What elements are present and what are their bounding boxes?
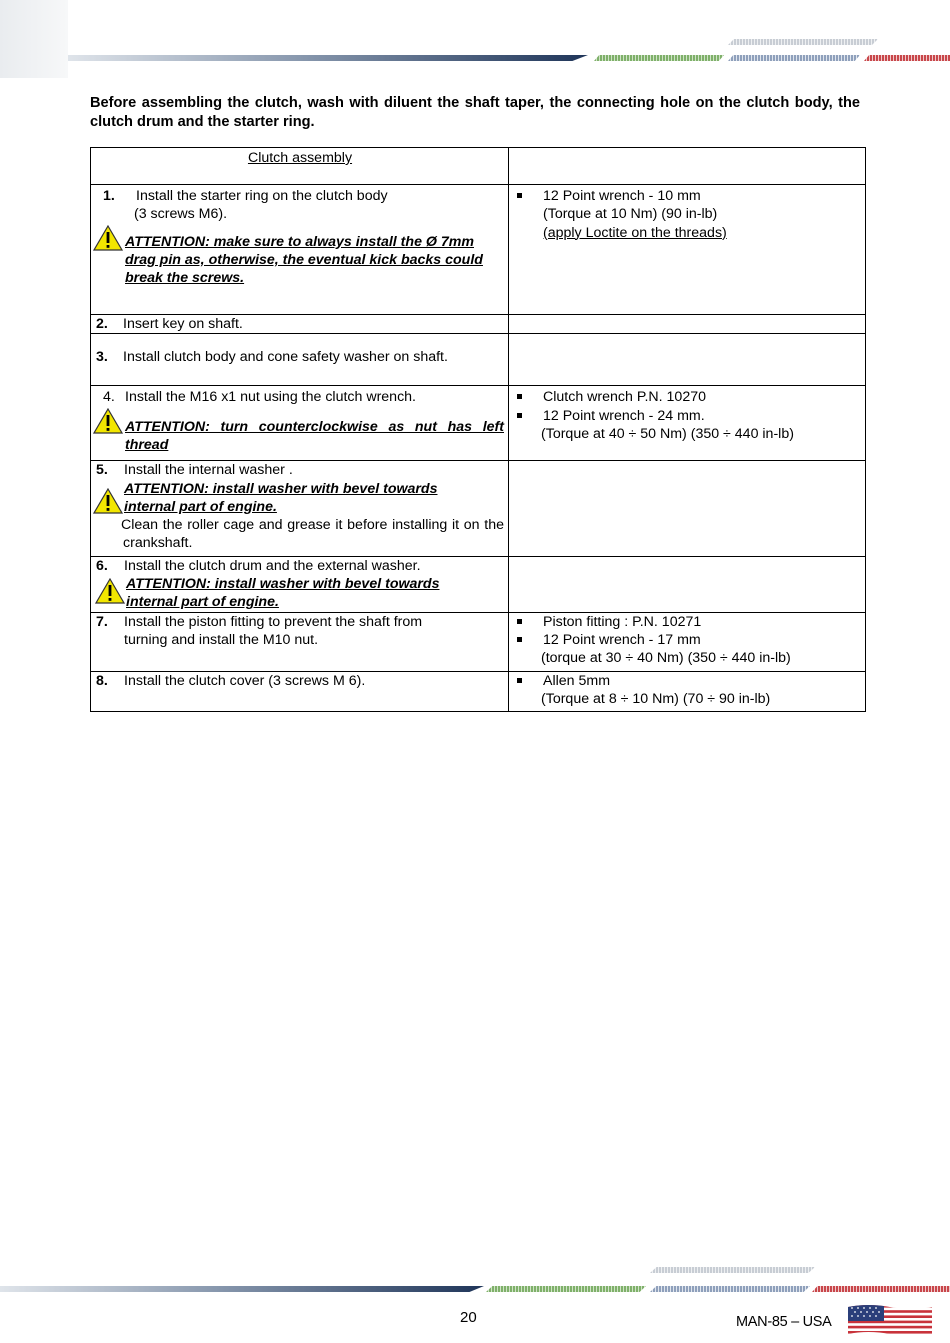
table-row xyxy=(91,612,866,671)
footer-band-red xyxy=(812,1286,950,1292)
bullet-icon xyxy=(517,193,522,198)
table-header-cell xyxy=(91,148,509,185)
tool-text: 12 Point wrench - 10 mm xyxy=(543,188,701,204)
bullet-icon xyxy=(517,619,522,624)
table-row xyxy=(91,671,866,712)
step-note: Clean the roller cage and grease it before installing it on the crankshaft. xyxy=(121,517,504,552)
table-row xyxy=(91,334,866,386)
loctite-note: (apply Loctite on the threads) xyxy=(543,224,727,241)
step-text: Install the M16 x1 nut using the clutch wrench. xyxy=(125,389,417,406)
footer-band-green xyxy=(486,1286,646,1292)
step-text: Install clutch body and cone safety washer on shaft. xyxy=(123,349,448,366)
tool-item xyxy=(509,388,861,406)
tool-item xyxy=(509,407,861,425)
torque-text: (Torque at 10 Nm) (90 in-lb) xyxy=(543,206,718,223)
tools-1-cell xyxy=(509,185,866,315)
bullet-icon xyxy=(517,637,522,642)
intro-paragraph: Before assembling the clutch, wash with diluent the shaft taper, the connecting hole on the clutch body, the clutch drum and the starter ring. xyxy=(90,95,860,130)
step-text: Install the clutch drum and the external washer. xyxy=(124,557,421,574)
attention-note xyxy=(96,480,504,517)
torque-text: (Torque at 40 ÷ 50 Nm) (350 ÷ 440 in-lb) xyxy=(541,425,794,442)
tool-text: Piston fitting : P.N. 10271 xyxy=(543,613,702,630)
header-band-green xyxy=(594,55,724,61)
tool-text: 12 Point wrench - 17 mm xyxy=(543,631,701,648)
tool-text: 12 Point wrench - 24 mm. xyxy=(543,407,705,424)
table-header-row xyxy=(91,148,866,185)
torque-text: (torque at 30 ÷ 40 Nm) (350 ÷ 440 in-lb) xyxy=(541,650,791,667)
tools-8-cell xyxy=(509,671,866,712)
step-number: 2. xyxy=(96,316,108,332)
step-1-cell xyxy=(91,185,509,315)
tools-3-cell xyxy=(509,334,866,386)
table-title: Clutch assembly xyxy=(247,150,353,166)
attention-text: ATTENTION: install washer with bevel towards internal part of engine. xyxy=(124,480,438,515)
step-5-cell xyxy=(91,461,509,556)
torque-text: (Torque at 8 ÷ 10 Nm) (70 ÷ 90 in-lb) xyxy=(541,690,771,707)
bullet-icon xyxy=(517,413,522,418)
header-tab-shadow xyxy=(0,0,68,78)
header-band-navy xyxy=(68,55,588,61)
step-3-cell xyxy=(91,334,509,386)
step-number: 6. xyxy=(96,557,108,574)
usa-flag-icon xyxy=(846,1303,934,1338)
step-text: Install the piston fitting to prevent the shaft from xyxy=(124,613,423,630)
attention-note xyxy=(96,575,504,612)
attention-text: ATTENTION: install washer with bevel towards internal part of engine. xyxy=(126,576,440,611)
attention-note xyxy=(103,233,504,288)
bullet-icon xyxy=(517,678,522,683)
step-number: 7. xyxy=(96,613,108,630)
tool-item xyxy=(509,187,861,205)
step-8-cell xyxy=(91,671,509,712)
tools-5-cell xyxy=(509,461,866,556)
footer-band-blue xyxy=(650,1286,810,1292)
table-row xyxy=(91,386,866,461)
step-text: Install the internal washer . xyxy=(124,462,293,479)
table-row xyxy=(91,556,866,612)
step-6-cell xyxy=(91,556,509,612)
step-2-cell xyxy=(91,315,509,334)
step-number: 5. xyxy=(96,462,108,479)
step-number: 1. xyxy=(103,188,115,204)
attention-text: ATTENTION: make sure to always install the Ø 7mm drag pin as, otherwise, the eventual kick backs could break the screws. xyxy=(125,233,483,287)
header-band-red xyxy=(864,55,950,61)
step-number: 3. xyxy=(96,349,108,366)
page-number: 20 xyxy=(460,1309,477,1326)
header-band-blue xyxy=(728,55,860,61)
step-text-continued: turning and install the M10 nut. xyxy=(124,631,319,648)
warning-triangle-icon xyxy=(93,408,123,434)
table-row xyxy=(91,315,866,334)
tool-text: Allen 5mm xyxy=(543,672,611,689)
step-7-cell xyxy=(91,612,509,671)
step-text: Insert key on shaft. xyxy=(123,316,243,332)
clutch-assembly-table xyxy=(90,147,866,712)
warning-triangle-icon xyxy=(93,225,123,251)
step-text: Install the starter ring on the clutch body xyxy=(136,188,388,204)
tool-item xyxy=(509,613,861,631)
step-4-cell xyxy=(91,386,509,461)
table-row xyxy=(91,185,866,315)
step-text-continued: (3 screws M6). xyxy=(134,206,228,223)
attention-note xyxy=(103,418,504,455)
tool-item xyxy=(509,672,861,690)
footer-band-navy xyxy=(0,1286,484,1292)
table-row xyxy=(91,461,866,556)
document-id: MAN-85 – USA xyxy=(736,1314,832,1330)
table-header-empty-cell xyxy=(509,148,866,185)
warning-triangle-icon xyxy=(93,488,123,514)
warning-triangle-icon xyxy=(95,578,125,604)
step-text: Install the clutch cover (3 screws M 6). xyxy=(124,672,366,689)
footer-band-silver xyxy=(650,1267,815,1273)
bullet-icon xyxy=(517,394,522,399)
tools-7-cell xyxy=(509,612,866,671)
attention-text: ATTENTION: turn counterclockwise as nut has left thread xyxy=(125,418,504,453)
tool-text: Clutch wrench P.N. 10270 xyxy=(543,389,706,406)
tools-6-cell xyxy=(509,556,866,612)
step-number: 8. xyxy=(96,672,108,689)
header-band-silver xyxy=(728,39,878,45)
step-number: 4. xyxy=(103,389,115,406)
tools-2-cell xyxy=(509,315,866,334)
tool-item xyxy=(509,631,861,649)
tools-4-cell xyxy=(509,386,866,461)
